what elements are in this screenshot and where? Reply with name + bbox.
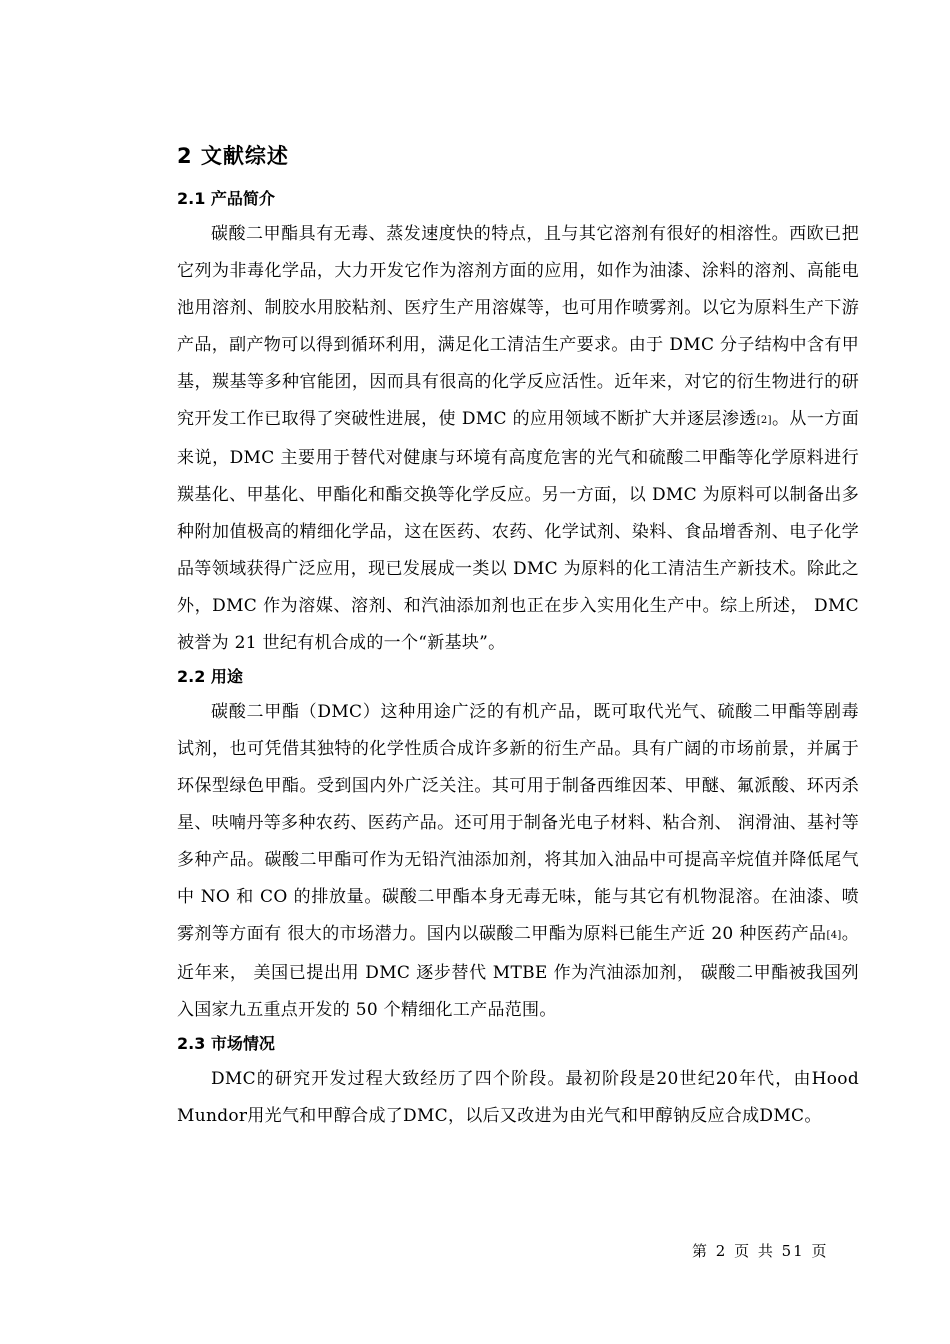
paragraph-text: 碳酸二甲酯（DMC）这种用途广泛的有机产品，既可取代光气、硫酸二甲酯等剧毒试剂，也可凭借其独特的化学性质合成许多新的衍生产品。具有广阔的市场前景，并属于环保型绿色甲酯。受到国内外广泛关注。其可用于制备西维因苯、甲醚、氟派酸、环丙杀星、呋喃丹等多种农药、医药产品。还可用于制备光电子材料、粘合剂、 润滑油、基衬等多种产品。碳酸二甲酯可作为无铅汽油添加剂，将其加入油品中可提高辛烷值并降低尾气中 NO 和 CO 的排放量。碳酸二甲酯本身无毒无味，能与其它有机物混溶。在油漆、喷雾剂等方面有 很大的市场潜力。国内以碳酸二甲酯为原料已能生产近 20 种医药产品 [177, 702, 859, 944]
paragraph-uses [177, 694, 859, 1029]
paragraph-text: 。从一方面来说，DMC 主要用于替代对健康与环境有高度危害的光气和硫酸二甲酯等化学原料进行羰基化、甲基化、甲酯化和酯交换等化学反应。另一方面，以 DMC 为原料可以制备出多种附加值极高的精细化学品，这在医药、农药、化学试剂、染料、食品增香剂、电子化学品等领域获得广泛应用，现已发展成一类以 DMC 为原料的化工清洁生产新技术。除此之外，DMC 作为溶媒、溶剂、和汽油添加剂也正在步入实用化生产中。综上所述， DMC 被誉为 21 世纪有机合成的一个“新基块”。 [177, 409, 859, 653]
section-heading-market: 2.3 市场情况 [177, 1034, 275, 1053]
page-number-footer: 第 2 页 共 51 页 [692, 1242, 829, 1260]
section-heading-product-intro: 2.1 产品简介 [177, 189, 275, 208]
citation-ref: [4] [826, 930, 842, 941]
paragraph-product-intro [177, 216, 859, 662]
document-page [177, 138, 859, 1135]
paragraph-text: 。近年来， 美国已提出用 DMC 逐步替代 MTBE 作为汽油添加剂， 碳酸二甲酯被我国列入国家九五重点开发的 50 个精细化工产品范围。 [177, 924, 860, 1020]
paragraph-text: 碳酸二甲酯具有无毒、蒸发速度快的特点，且与其它溶剂有很好的相溶性。西欧已把它列为非毒化学品，大力开发它作为溶剂方面的应用，如作为油漆、涂料的溶剂、高能电池用溶剂、制胶水用胶粘剂、医疗生产用溶媒等，也可用作喷雾剂。以它为原料生产下游产品，副产物可以得到循环利用，满足化工清洁生产要求。由于 DMC 分子结构中含有甲基，羰基等多种官能团，因而具有很高的化学反应活性。近年来，对它的衍生物进行的研究开发工作已取得了突破性进展，使 DMC 的应用领域不断扩大并逐层渗透 [177, 224, 859, 429]
chapter-title: 2 文献综述 [177, 144, 289, 168]
section-heading-uses: 2.2 用途 [177, 667, 243, 686]
paragraph-market: DMC的研究开发过程大致经历了四个阶段。最初阶段是20世纪20年代，由Hood Mundor用光气和甲醇合成了DMC，以后又改进为由光气和甲醇钠反应合成DMC。 [177, 1069, 859, 1126]
citation-ref: [2] [756, 415, 772, 426]
